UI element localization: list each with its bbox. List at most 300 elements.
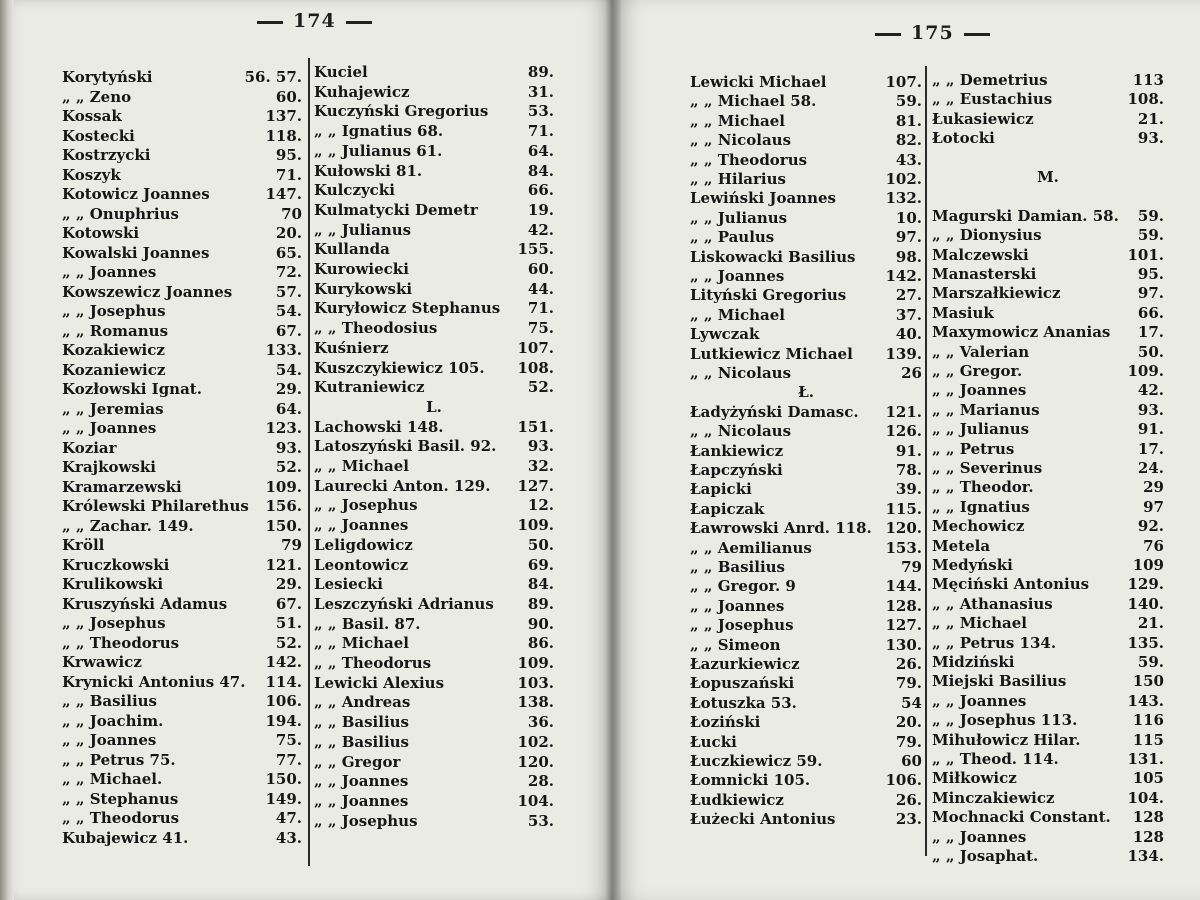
entry-page-refs: 54. <box>275 302 302 320</box>
index-entry <box>932 749 1164 769</box>
index-entry <box>62 535 302 555</box>
entry-name: „ „ Michael <box>314 634 410 652</box>
entry-page-refs: 93. <box>527 437 554 455</box>
entry-page-refs: 132. <box>885 189 922 207</box>
index-entry <box>314 338 554 358</box>
index-entry <box>690 285 922 305</box>
entry-page-refs: 12. <box>527 496 554 514</box>
entry-page-refs: 109. <box>517 654 554 672</box>
entry-name: „ „ Basilius <box>62 692 157 710</box>
entry-page-refs: 64. <box>527 142 554 160</box>
entry-name: Męciński Antonius <box>932 575 1090 593</box>
entry-name: Lewiński Joannes <box>690 189 836 207</box>
index-entry <box>690 266 922 286</box>
index-entry <box>690 208 922 228</box>
entry-name: „ „ Joannes <box>314 772 409 790</box>
index-entry <box>62 574 302 594</box>
entry-page-refs: 113 <box>1132 71 1164 89</box>
entry-page-refs: 67. <box>275 595 302 613</box>
entry-page-refs: 79. <box>895 674 922 692</box>
entry-page-refs: 118. <box>265 127 302 145</box>
index-entry <box>314 732 554 752</box>
entry-name: „ „ Julianus <box>932 420 1030 438</box>
entry-page-refs: 115 <box>1132 731 1164 749</box>
entry-page-refs: 26 <box>901 364 922 382</box>
entry-name: Midziński <box>932 653 1015 671</box>
entry-page-refs: 72. <box>275 263 302 281</box>
entry-page-refs: 120. <box>517 753 554 771</box>
entry-page-refs: 71. <box>527 122 554 140</box>
entry-page-refs: 77. <box>275 751 302 769</box>
entry-page-refs: 17. <box>1137 323 1164 341</box>
index-entry <box>314 436 554 456</box>
index-entry <box>314 594 554 614</box>
entry-page-refs: 150 <box>1132 672 1164 690</box>
entry-page-refs: 54 <box>901 694 922 712</box>
entry-name: Kuszczykiewicz 105. <box>314 359 485 377</box>
index-entry <box>932 827 1164 847</box>
entry-name: „ „ Michael <box>690 112 786 130</box>
entry-name: „ „ Joannes <box>932 692 1027 710</box>
index-entry <box>690 324 922 344</box>
entry-name: „ „ Romanus <box>62 322 169 340</box>
entry-page-refs: 65. <box>275 244 302 262</box>
index-entry <box>690 654 922 674</box>
index-entry <box>62 106 302 126</box>
entry-page-refs: 102. <box>885 170 922 188</box>
entry-page-refs: 26. <box>895 791 922 809</box>
index-entry <box>932 322 1164 342</box>
entry-name: „ „ Jeremias <box>62 400 164 418</box>
entry-name: „ „ Severinus <box>932 459 1043 477</box>
entry-page-refs: 71. <box>527 299 554 317</box>
index-entry <box>932 574 1164 594</box>
entry-page-refs: 59. <box>1137 226 1164 244</box>
section-letter: L. <box>426 398 442 416</box>
entry-name: „ „ Nicolaus <box>690 422 792 440</box>
entry-page-refs: 144. <box>885 577 922 595</box>
entry-page-refs: 67. <box>275 322 302 340</box>
entry-name: Kruczkowski <box>62 556 170 574</box>
entry-name: Łazurkiewicz <box>690 655 800 673</box>
index-entry <box>932 807 1164 827</box>
entry-name: „ „ Josephus <box>314 496 418 514</box>
entry-name: „ „ Petrus 134. <box>932 634 1057 652</box>
entry-page-refs: 31. <box>527 83 554 101</box>
entry-page-refs: 57. <box>275 283 302 301</box>
index-entry <box>62 789 302 809</box>
section-letter: Ł. <box>798 383 814 401</box>
entry-name: „ „ Joannes <box>314 792 409 810</box>
entry-name: Kozakiewicz <box>62 341 165 359</box>
index-entry <box>690 596 922 616</box>
index-entry <box>314 200 554 220</box>
column-rule <box>925 66 927 856</box>
entry-name: Leszczyński Adrianus <box>314 595 494 613</box>
index-entry <box>314 692 554 712</box>
index-entry <box>62 672 302 692</box>
index-entry <box>314 811 554 831</box>
entry-page-refs: 75. <box>527 319 554 337</box>
index-entry <box>62 184 302 204</box>
entry-page-refs: 104. <box>517 792 554 810</box>
entry-page-refs: 89. <box>527 595 554 613</box>
entry-name: „ „ Josephus 113. <box>932 711 1078 729</box>
index-entry <box>314 653 554 673</box>
entry-name: „ „ Joannes <box>62 263 157 281</box>
section-letter: M. <box>1037 168 1059 186</box>
entry-name: „ „ Gregor. <box>932 362 1023 380</box>
entry-name: Krajkowski <box>62 458 156 476</box>
entry-name: „ „ Joannes <box>62 731 157 749</box>
entry-page-refs: 127. <box>517 477 554 495</box>
entry-page-refs: 109. <box>517 516 554 534</box>
entry-name: Kuhajewicz <box>314 83 410 101</box>
index-entry <box>932 671 1164 691</box>
entry-page-refs: 23. <box>895 810 922 828</box>
entry-name: „ „ Nicolaus <box>690 364 792 382</box>
entry-page-refs: 93. <box>1137 401 1164 419</box>
index-entry <box>690 363 922 383</box>
entry-page-refs: 108. <box>517 359 554 377</box>
entry-name: Łankiewicz <box>690 442 784 460</box>
index-entry <box>932 89 1164 109</box>
entry-name: „ „ Marianus <box>932 401 1040 419</box>
index-entry <box>690 111 922 131</box>
entry-name: Krwawicz <box>62 653 142 671</box>
index-entry <box>690 538 922 558</box>
entry-name: Kruszyński Adamus <box>62 595 228 613</box>
entry-name: „ „ Theodorus <box>62 809 180 827</box>
index-entry <box>690 72 922 92</box>
entry-name: „ „ Michael <box>314 457 410 475</box>
index-entry <box>932 342 1164 362</box>
index-entry <box>62 594 302 614</box>
index-entry <box>932 458 1164 478</box>
entry-name: Ławrowski Anrd. 118. <box>690 519 872 537</box>
entry-name: Kostecki <box>62 127 135 145</box>
entry-name: „ „ Andreas <box>314 693 411 711</box>
index-entry <box>932 788 1164 808</box>
entry-name: Koziar <box>62 439 117 457</box>
entry-page-refs: 53. <box>527 102 554 120</box>
index-entry <box>62 828 302 848</box>
entry-name: „ „ Paulus <box>690 228 775 246</box>
entry-name: Kullanda <box>314 240 390 258</box>
entry-page-refs: 98. <box>895 248 922 266</box>
index-entry <box>932 361 1164 381</box>
entry-page-refs: 43. <box>275 829 302 847</box>
entry-name: Minczakiewicz <box>932 789 1055 807</box>
entry-name: Łotuszka 53. <box>690 694 797 712</box>
entry-page-refs: 76 <box>1143 537 1164 555</box>
entry-page-refs: 84. <box>527 162 554 180</box>
index-entry <box>690 421 922 441</box>
entry-name: „ „ Basil. 87. <box>314 615 421 633</box>
index-entry <box>690 518 922 538</box>
entry-name: Kutraniewicz <box>314 378 425 396</box>
index-entry <box>690 441 922 461</box>
entry-page-refs: 97. <box>1137 284 1164 302</box>
entry-name: „ „ Ignatius <box>932 498 1030 516</box>
entry-name: Leligdowicz <box>314 536 413 554</box>
entry-name: Miejski Basilius <box>932 672 1067 690</box>
entry-page-refs: 137. <box>265 107 302 125</box>
index-entry <box>690 227 922 247</box>
index-entry <box>62 399 302 419</box>
index-entry <box>62 691 302 711</box>
entry-page-refs: 142. <box>885 267 922 285</box>
index-entry <box>932 516 1164 536</box>
index-entry <box>314 752 554 772</box>
entry-name: Kuryłowicz Stephanus <box>314 299 501 317</box>
index-entry <box>62 457 302 477</box>
index-entry <box>690 460 922 480</box>
index-entry <box>690 557 922 577</box>
index-entry <box>314 614 554 634</box>
entry-name: „ „ Michael <box>932 614 1028 632</box>
entry-name: Łużecki Antonius <box>690 810 836 828</box>
entry-page-refs: 142. <box>265 653 302 671</box>
index-entry <box>932 691 1164 711</box>
entry-name: Laurecki Anton. 129. <box>314 477 491 495</box>
entry-page-refs: 108. <box>1127 90 1164 108</box>
entry-page-refs: 89. <box>527 63 554 81</box>
entry-page-refs: 107. <box>517 339 554 357</box>
entry-name: Koszyk <box>62 166 121 184</box>
entry-name: Lewicki Alexius <box>314 674 445 692</box>
entry-name: Kotowicz Joannes <box>62 185 210 203</box>
entry-page-refs: 50. <box>1137 343 1164 361</box>
entry-name: „ „ Stephanus <box>62 790 179 808</box>
index-entry <box>62 438 302 458</box>
index-entry <box>690 615 922 635</box>
entry-page-refs: 10. <box>895 209 922 227</box>
entry-name: Kozaniewicz <box>62 361 166 379</box>
entry-name: „ „ Joannes <box>314 516 409 534</box>
entry-name: „ „ Theodosius <box>314 319 438 337</box>
entry-page-refs: 70 <box>281 205 302 223</box>
entry-name: „ „ Eustachius <box>932 90 1053 108</box>
entry-page-refs: 155. <box>517 240 554 258</box>
index-entry <box>932 768 1164 788</box>
entry-page-refs: 106. <box>265 692 302 710</box>
entry-page-refs: 52. <box>527 378 554 396</box>
index-entry <box>62 262 302 282</box>
entry-page-refs: 79 <box>901 558 922 576</box>
index-entry <box>932 652 1164 672</box>
entry-name: „ „ Joannes <box>690 267 785 285</box>
entry-page-refs: 151. <box>517 418 554 436</box>
entry-name: Kozłowski Ignat. <box>62 380 202 398</box>
entry-name: „ „ Zachar. 149. <box>62 517 194 535</box>
index-entry <box>932 225 1164 245</box>
index-entry <box>62 67 302 87</box>
entry-name: Łomnicki 105. <box>690 771 811 789</box>
index-entry <box>62 165 302 185</box>
entry-page-refs: 32. <box>527 457 554 475</box>
entry-name: „ „ Basilius <box>690 558 785 576</box>
entry-name: „ „ Michael <box>690 306 786 324</box>
index-entry <box>932 245 1164 265</box>
entry-page-refs: 127. <box>885 616 922 634</box>
index-entry <box>314 377 554 397</box>
entry-page-refs: 156. <box>265 497 302 515</box>
entry-name: Kuczyński Gregorius <box>314 102 489 120</box>
entry-page-refs: 133. <box>265 341 302 359</box>
entry-page-refs: 79 <box>281 536 302 554</box>
entry-name: Liskowacki Basilius <box>690 248 856 266</box>
entry-name: Kröll <box>62 536 105 554</box>
entry-name: „ „ Joannes <box>62 419 157 437</box>
entry-name: „ „ Julianus 61. <box>314 142 443 160</box>
entry-page-refs: 97. <box>895 228 922 246</box>
entry-page-refs: 59. <box>1137 207 1164 225</box>
index-entry <box>314 791 554 811</box>
entry-name: Kostrzycki <box>62 146 151 164</box>
entry-page-refs: 81. <box>895 112 922 130</box>
index-entry <box>314 279 554 299</box>
entry-page-refs: 52. <box>275 634 302 652</box>
entry-name: Kotowski <box>62 224 140 242</box>
index-entry <box>690 91 922 111</box>
entry-page-refs: 150. <box>265 517 302 535</box>
entry-name: „ „ Michael 58. <box>690 92 817 110</box>
entry-name: Mochnacki Constant. <box>932 808 1111 826</box>
index-entry <box>690 770 922 790</box>
index-entry <box>62 360 302 380</box>
entry-page-refs: 121. <box>885 403 922 421</box>
entry-page-refs: 109. <box>1127 362 1164 380</box>
index-entry <box>690 402 922 422</box>
index-entry <box>314 476 554 496</box>
entry-page-refs: 21. <box>1137 110 1164 128</box>
entry-name: „ „ Onuphrius <box>62 205 179 223</box>
index-entry <box>62 126 302 146</box>
index-entry <box>314 555 554 575</box>
entry-name: Kurowiecki <box>314 260 409 278</box>
index-entry <box>62 145 302 165</box>
entry-page-refs: 60 <box>901 752 922 770</box>
entry-page-refs: 43. <box>895 151 922 169</box>
entry-name: Marszałkiewicz <box>932 284 1061 302</box>
entry-name: Łukasiewicz <box>932 110 1034 128</box>
index-entry <box>314 259 554 279</box>
index-entry <box>62 516 302 536</box>
entry-page-refs: 131. <box>1127 750 1164 768</box>
entry-page-refs: 120. <box>885 519 922 537</box>
entry-name: Kramarzewski <box>62 478 182 496</box>
entry-page-refs: 104. <box>1127 789 1164 807</box>
index-entry <box>690 576 922 596</box>
entry-page-refs: 153. <box>885 539 922 557</box>
entry-name: Metela <box>932 537 991 555</box>
entry-page-refs: 138. <box>517 693 554 711</box>
entry-page-refs: 42. <box>527 221 554 239</box>
entry-name: „ „ Dionysius <box>932 226 1042 244</box>
index-entry <box>314 358 554 378</box>
entry-name: Masiuk <box>932 304 994 322</box>
index-entry <box>314 141 554 161</box>
entry-page-refs: 50. <box>527 536 554 554</box>
entry-name: Leontowicz <box>314 556 409 574</box>
entry-page-refs: 29. <box>275 575 302 593</box>
entry-page-refs: 135. <box>1127 634 1164 652</box>
entry-page-refs: 40. <box>895 325 922 343</box>
index-entry <box>314 318 554 338</box>
index-entry <box>314 515 554 535</box>
entry-name: Królewski Philarethus <box>62 497 249 515</box>
entry-page-refs: 20. <box>275 224 302 242</box>
entry-name: „ „ Basilius <box>314 713 409 731</box>
entry-page-refs: 128. <box>885 597 922 615</box>
entry-page-refs: 75. <box>275 731 302 749</box>
entry-name: Lityński Gregorius <box>690 286 847 304</box>
entry-name: Kulczycki <box>314 181 395 199</box>
entry-name: „ „ Athanasius <box>932 595 1053 613</box>
index-entry <box>314 771 554 791</box>
index-entry <box>690 305 922 325</box>
entry-page-refs: 107. <box>885 73 922 91</box>
index-entry <box>932 497 1164 517</box>
entry-page-refs: 56. 57. <box>244 68 302 86</box>
entry-name: Łucki <box>690 733 737 751</box>
index-entry <box>932 70 1164 90</box>
index-entry <box>314 220 554 240</box>
entry-page-refs: 147. <box>265 185 302 203</box>
entry-page-refs: 17. <box>1137 440 1164 458</box>
entry-page-refs: 66. <box>527 181 554 199</box>
entry-name: Kowalski Joannes <box>62 244 210 262</box>
entry-name: „ „ Joachim. <box>62 712 164 730</box>
index-entry <box>932 128 1164 148</box>
entry-page-refs: 128 <box>1132 808 1164 826</box>
page-number-right: 175 <box>865 22 1000 44</box>
index-entry <box>62 769 302 789</box>
entry-name: „ „ Valerian <box>932 343 1030 361</box>
entry-name: „ „ Michael. <box>62 770 163 788</box>
entry-page-refs: 20. <box>895 713 922 731</box>
index-entry <box>690 150 922 170</box>
index-entry <box>314 633 554 653</box>
page-number-left: 174 <box>247 10 382 32</box>
index-entry <box>62 730 302 750</box>
entry-page-refs: 128 <box>1132 828 1164 846</box>
entry-name: Mihułowicz Hilar. <box>932 731 1081 749</box>
entry-name: Łotocki <box>932 129 995 147</box>
entry-page-refs: 21. <box>1137 614 1164 632</box>
entry-name: „ „ Joannes <box>690 597 785 615</box>
index-entry <box>62 204 302 224</box>
index-entry <box>314 495 554 515</box>
entry-name: „ „ Joannes <box>932 381 1027 399</box>
entry-name: „ „ Simeon <box>690 636 781 654</box>
index-entry <box>690 751 922 771</box>
entry-page-refs: 114. <box>265 673 302 691</box>
entry-page-refs: 121. <box>265 556 302 574</box>
entry-name: Magurski Damian. 58. <box>932 207 1119 225</box>
entry-name: „ „ Gregor. 9 <box>690 577 796 595</box>
entry-name: Kułowski 81. <box>314 162 423 180</box>
entry-name: Lewicki Michael <box>690 73 827 91</box>
entry-name: Kuciel <box>314 63 368 81</box>
entry-page-refs: 47. <box>275 809 302 827</box>
index-entry <box>932 283 1164 303</box>
entry-page-refs: 140. <box>1127 595 1164 613</box>
entry-name: „ „ Aemilianus <box>690 539 812 557</box>
entry-page-refs: 84. <box>527 575 554 593</box>
index-entry <box>314 673 554 693</box>
